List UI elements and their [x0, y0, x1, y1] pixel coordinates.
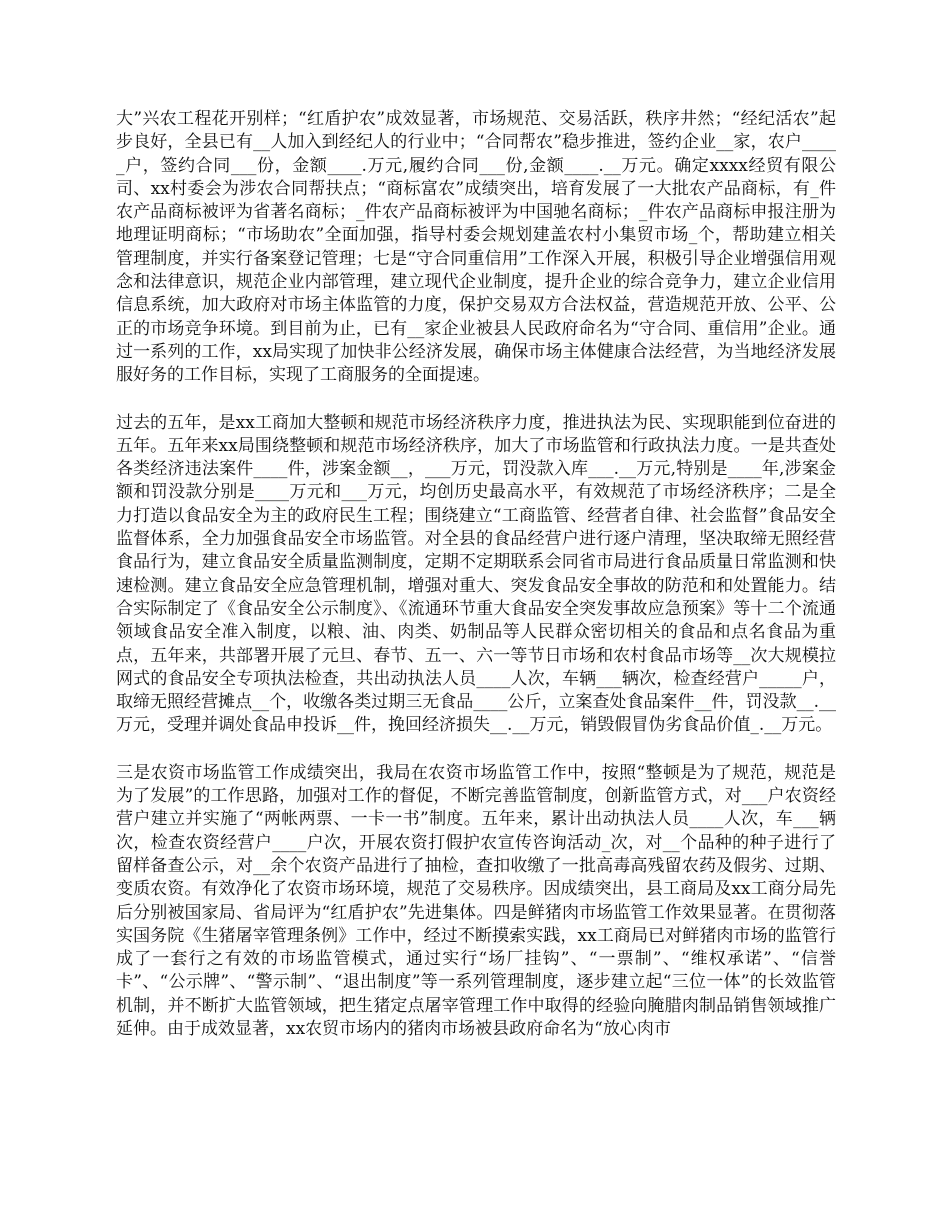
paragraph-2: 过去的五年，是xx工商加大整顿和规范市场经济秩序力度，推进执法为民、实现职能到位奋进的五年。五年来xx局围绕整顿和规范市场经济秩序，加大了市场监管和行政执法力度。一是共查处各类经济违法案件____件，涉案金额__，___万元，罚没款入库___.__万元,特别是____年,涉案金额和罚没款分别是____万元和___万元，均创历史最高水平，有效规范了市场经济秩序；二是全力打造以食品安全为主的政府民生工程；围绕建立“工商监管、经营者自律、社会监督”食品安全监督体系，全力加强食品安全市场监管。对全县的食品经营户进行逐户清理，坚决取缔无照经营食品行为，建立食品安全质量监测制度，定期不定期联系会同省市局进行食品质量日常监测和快速检测。建立食品安全应急管理机制，增强对重大、突发食品安全事故的防范和和处置能力。结合实际制定了《食品安全公示制度》、《流通环节重大食品安全突发事故应急预案》等十二个流通领域食品安全准入制度，以粮、油、肉类、奶制品等人民群众密切相关的食品和点名食品为重点，五年来，共部署开展了元旦、春节、五一、六一等节日市场和农村食品市场等__次大规模拉网式的食品安全专项执法检查，共出动执法人员____人次，车辆___辆次，检查经营户_____户，取缔无照经营摊点__个，收缴各类过期三无食品____公斤，立案查处食品案件__件，罚没款__.__万元，受理并调处食品申投诉__件，挽回经济损失__.__万元，销毁假冒伪劣食品价值_.__万元。: [116, 412, 836, 736]
document-body: [116, 108, 836, 1065]
paragraph-1: 大”兴农工程花开别样；“红盾护农”成效显著，市场规范、交易活跃，秩序井然；“经纪活农”起步良好，全县已有__人加入到经纪人的行业中；“合同帮农”稳步推进，签约企业__家，农户_____户，签约合同___份，金额____.万元,履约合同___份,金额____.__万元。确定xxxx经贸有限公司、xx村委会为涉农合同帮扶点；“商标富农”成绩突出，培育发展了一大批农产品商标，有_件农产品商标被评为省著名商标；_件农产品商标被评为中国驰名商标；_件农产品商标申报注册为地理证明商标；“市场助农”全面加强，指导村委会规划建盖农村小集贸市场_个，帮助建立相关管理制度，并实行备案登记管理；七是“守合同重信用”工作深入开展，积极引导企业增强信用观念和法律意识，规范企业内部管理，建立现代企业制度，提升企业的综合竞争力，建立企业信用信息系统，加大政府对市场主体监管的力度，保护交易双方合法权益，营造规范开放、公平、公正的市场竞争环境。到目前为止，已有__家企业被县人民政府命名为“守合同、重信用”企业。通过一系列的工作，xx局实现了加快非公经济发展，确保市场主体健康合法经营，为当地经济发展服好务的工作目标，实现了工商服务的全面提速。: [116, 109, 836, 386]
paragraph-3: 三是农资市场监管工作成绩突出，我局在农资市场监管工作中，按照“整顿是为了规范，规范是为了发展”的工作思路，加强对工作的督促，不断完善监管制度，创新监管方式，对___户农资经营户建立并实施了“两帐两票、一卡一书”制度。五年来，累计出动执法人员____人次，车___辆次，检查农资经营户____户次，开展农资打假护农宣传咨询活动_次，对__个品种的种子进行了留样备查公示，对__余个农资产品进行了抽检，查扣收缴了一批高毒高残留农药及假劣、过期、变质农资。有效净化了农资市场环境，规范了交易秩序。因成绩突出，县工商局及xx工商分局先后分别被国家局、省局评为“红盾护农”先进集体。四是鲜猪肉市场监管工作效果显著。在贯彻落实国务院《生猪屠宰管理条例》工作中，经过不断摸索实践，xx工商局已对鲜猪肉市场的监管行成了一套行之有效的市场监管模式，通过实行“场厂挂钩”、“一票制”、“维权承诺”、“信誉卡”、“公示牌”、“警示制”、“退出制度”等一系列管理制度，逐步建立起“三位一体”的长效监管机制，并不断扩大监管领域，把生猪定点屠宰管理工作中取得的经验向腌腊肉制品销售领域推广延伸。由于成效显著，xx农贸市场内的猪肉市场被县政府命名为“放心肉市: [116, 762, 836, 1039]
